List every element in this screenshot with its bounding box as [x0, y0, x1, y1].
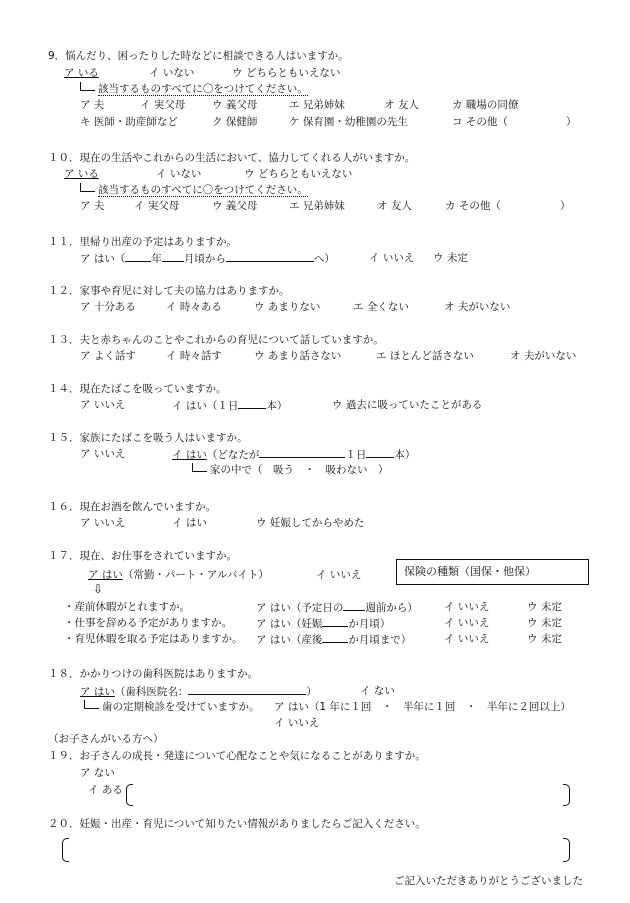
q10-choice[interactable]: イ 実父母 [134, 200, 180, 212]
q9-opt-neither[interactable]: ウ どちらともいえない [232, 67, 341, 79]
branch-arrow-icon [80, 82, 95, 91]
q18-opt-yes[interactable]: ア はい（歯科医院名： ） [80, 686, 317, 698]
q13-choice[interactable]: オ 夫がいない [510, 350, 577, 362]
q9-choice[interactable]: ケ 保育園・幼稚園の先生 [289, 116, 408, 128]
q9-choice[interactable]: ウ 義父母 [212, 99, 258, 111]
q19-title: １９．お子さんの成長・発達について心配なことや気になることがありますか。 [48, 750, 426, 762]
q13-choice[interactable]: ア よく話す [80, 350, 136, 362]
q10-title: １０．現在の生活やこれからの生活において、協力してくれる人がいますか。 [48, 152, 416, 164]
weeks-blank[interactable] [343, 600, 365, 611]
q12-choice[interactable]: イ 時々ある [166, 301, 222, 313]
q11-opt-undecided[interactable]: ウ 未定 [433, 252, 468, 264]
q17-sub1-yes[interactable]: ア はい（予定日の 週前から） [256, 602, 418, 614]
paren-right [563, 784, 570, 806]
q10-choice[interactable]: ウ 義父母 [212, 200, 258, 212]
q19-answer-field[interactable] [126, 784, 570, 806]
q15-opt-yes[interactable]: イ はい（どなたが １日 本） [172, 449, 416, 461]
section-heading: （お子さんがいる方へ） [48, 733, 164, 745]
destination-blank[interactable] [226, 251, 314, 262]
q10-choice[interactable]: ア 夫 [80, 200, 105, 212]
q13-title: １３．夫と赤ちゃんのことやこれからの育児について話していますか。 [48, 334, 384, 346]
q9-choice[interactable]: オ 友人 [384, 99, 419, 111]
q9-choice-other[interactable]: コ その他（ [452, 116, 508, 128]
q16-choice[interactable]: ウ 妊娠してからやめた [256, 517, 365, 529]
q9-opt-no[interactable]: イ いない [149, 67, 195, 79]
branch-arrow-icon [192, 463, 207, 472]
insurance-label: 保険の種類（国保・他保） [404, 565, 536, 578]
q13-choice[interactable]: エ ほとんど話さない [376, 350, 474, 362]
down-arrow-icon: ⇩ [93, 582, 104, 596]
q9-choice[interactable]: カ 職場の同僚 [452, 99, 519, 111]
q10-note: 該当するものすべてに〇をつけてください。 [80, 183, 308, 197]
q17-sub2: ・仕事を辞める予定がありますか。 [64, 617, 232, 629]
q9-choice[interactable]: ク 保健師 [212, 116, 258, 128]
q9-choice[interactable]: キ 医師・助産師など [80, 116, 178, 128]
q10-choice[interactable]: オ 友人 [377, 200, 412, 212]
q12-title: １２．家事や育児に対して夫の協力はありますか。 [48, 285, 290, 297]
paren-left [62, 838, 69, 862]
year-blank[interactable] [125, 251, 151, 262]
q15-opt-no[interactable]: ア いいえ [80, 448, 126, 460]
q18-sub-yes[interactable]: ア はい（1 年に１回 ・ 半年に１回 ・ 半年に２回以上） [274, 701, 571, 713]
q17-opt-yes[interactable]: ア はい（常勤・パート・アルバイト） [88, 569, 269, 581]
q13-choice[interactable]: イ 時々話す [166, 350, 222, 362]
q12-choice[interactable]: エ 全くない [353, 301, 409, 313]
branch-arrow-icon [80, 183, 95, 192]
q17-sub3-undecided[interactable]: ウ 未定 [527, 633, 562, 645]
q17-sub1-no[interactable]: イ いいえ [444, 601, 490, 613]
q17-sub1: ・産前休暇がとれますか。 [64, 601, 190, 613]
q10-opt-yes[interactable]: ア いる [64, 168, 99, 180]
q16-title: １６．現在お酒を飲んでいますか。 [48, 501, 216, 513]
clinic-name-blank[interactable] [188, 684, 306, 695]
q18-sub-no[interactable]: イ いいえ [274, 717, 320, 729]
q19-opt-yes[interactable]: イ ある [88, 784, 123, 796]
q17-sub3-no[interactable]: イ いいえ [444, 633, 490, 645]
q20-title: ２０．妊娠・出産・育児について知りたい情報がありましたらご記入ください。 [48, 818, 426, 830]
q17-sub3: ・育児休暇を取る予定はありますか。 [64, 633, 243, 645]
q14-opt-no[interactable]: ア いいえ [80, 399, 126, 411]
q11-title: １１．里帰り出産の予定はありますか。 [48, 236, 237, 248]
q9-choice[interactable]: ア 夫 [80, 99, 105, 111]
q11-opt-yes[interactable]: ア はい（ 年 月頃から へ） [80, 253, 335, 265]
q17-sub2-yes[interactable]: ア はい（妊娠 か月頃） [256, 618, 391, 630]
q10-opt-no[interactable]: イ いない [156, 168, 202, 180]
months-blank[interactable] [322, 616, 348, 627]
q9-choice[interactable]: エ 兄弟姉妹 [289, 99, 345, 111]
q14-opt-yes[interactable]: イ はい（１日 本） [172, 400, 288, 412]
count-blank[interactable] [238, 398, 266, 409]
branch-arrow-icon [84, 700, 99, 709]
paren-right [563, 838, 570, 862]
q18-opt-no[interactable]: イ ない [360, 685, 395, 697]
q11-opt-no[interactable]: イ いいえ [369, 252, 415, 264]
q9-paren-close: ） [566, 116, 577, 128]
months-blank[interactable] [322, 632, 348, 643]
q16-choice[interactable]: ア いいえ [80, 517, 126, 529]
q9-opt-yes[interactable]: ア いる [64, 67, 99, 79]
q14-title: １４．現在たばこを吸っていますか。 [48, 383, 227, 395]
q13-choice[interactable]: ウ あまり話さない [254, 350, 342, 362]
q17-sub1-undecided[interactable]: ウ 未定 [527, 601, 562, 613]
q10-paren-close: ） [560, 200, 571, 212]
q9-choice[interactable]: イ 実父母 [140, 99, 186, 111]
count-blank[interactable] [366, 447, 394, 458]
closing-note: ご記入いただきありがとうございました [394, 875, 583, 887]
q18-title: １８．かかりつけの歯科医院はありますか。 [48, 668, 258, 680]
q15-title: １５．家族にたばこを吸う人はいますか。 [48, 432, 248, 444]
q17-sub2-no[interactable]: イ いいえ [444, 617, 490, 629]
q15-sub[interactable]: 家の中で（ 吸う ・ 吸わない ） [192, 463, 389, 477]
q18-sub: 歯の定期検診を受けていますか。 [84, 700, 260, 714]
q20-answer-field[interactable] [62, 838, 570, 862]
who-blank[interactable] [259, 447, 345, 458]
q16-choice[interactable]: イ はい [172, 517, 207, 529]
q10-opt-neither[interactable]: ウ どちらともいえない [244, 168, 353, 180]
month-blank[interactable] [162, 251, 184, 262]
q12-choice[interactable]: ウ あまりない [254, 301, 321, 313]
q17-sub3-yes[interactable]: ア はい（産後 か月頃まで） [256, 634, 412, 646]
q14-opt-past[interactable]: ウ 過去に吸っていたことがある [332, 399, 483, 411]
q17-opt-no[interactable]: イ いいえ [316, 569, 362, 581]
paren-left [126, 784, 133, 806]
q17-title: １７．現在、お仕事をされていますか。 [48, 550, 237, 562]
q12-choice[interactable]: オ 夫がいない [444, 301, 511, 313]
q10-choice-other[interactable]: カ その他（ [445, 200, 501, 212]
q17-sub2-undecided[interactable]: ウ 未定 [527, 617, 562, 629]
q9-note: 該当するものすべてに〇をつけてください。 [80, 82, 308, 96]
q19-opt-no[interactable]: ア ない [80, 767, 115, 779]
q12-choice[interactable]: ア 十分ある [80, 301, 136, 313]
q9-title: 9．悩んだり、困ったりした時などに相談できる人はいますか。 [48, 50, 349, 62]
q10-choice[interactable]: エ 兄弟姉妹 [289, 200, 345, 212]
